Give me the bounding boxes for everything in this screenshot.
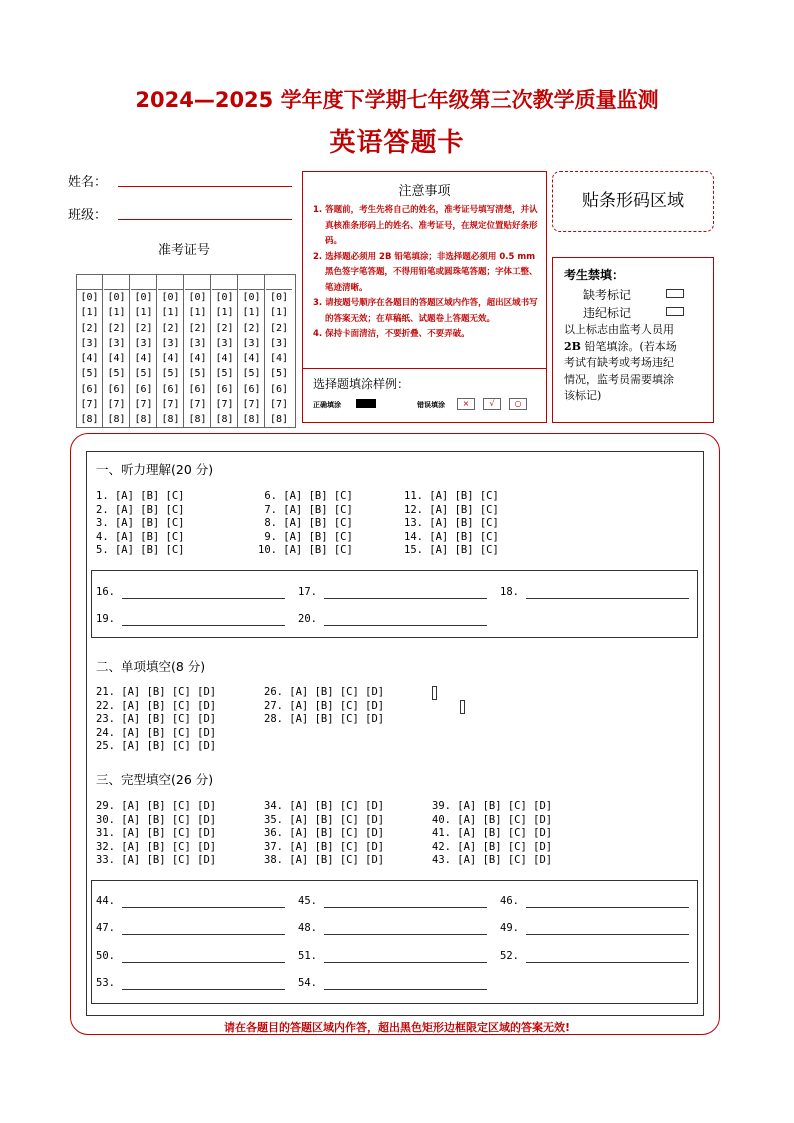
notice-item: 4. 保持卡面清洁，不要折叠、不要弄破。 <box>313 329 470 339</box>
exam-id-bubble[interactable]: [2] <box>107 322 126 334</box>
listening-blanks-box <box>91 570 698 638</box>
blank-number: 50. <box>96 950 115 962</box>
proctor-note-text: 铅笔填涂。(若本场 <box>580 339 677 353</box>
exam-id-bubble[interactable]: [6] <box>215 383 234 395</box>
barcode-area[interactable]: 贴条形码区域 <box>552 171 714 232</box>
exam-id-column[interactable] <box>239 275 265 427</box>
proctor-note-line: 该标记) <box>564 389 602 402</box>
sheet-subtitle: 英语答题卡 <box>329 128 465 158</box>
answer-line[interactable] <box>324 962 487 963</box>
exam-id-bubble[interactable]: [8] <box>269 414 289 426</box>
exam-id-bubble[interactable]: [5] <box>161 368 180 380</box>
exam-id-bubble[interactable]: [5] <box>80 368 99 380</box>
answer-line[interactable] <box>324 907 487 908</box>
exam-id-bubble[interactable]: [7] <box>107 399 126 411</box>
blank-number: 52. <box>500 950 519 962</box>
exam-id-bubble[interactable]: [4] <box>188 353 207 365</box>
answer-line[interactable] <box>324 934 487 935</box>
exam-id-bubble[interactable]: [1] <box>107 307 126 319</box>
proctor-note-2b: 2B <box>564 339 581 353</box>
correct-fill-label: 正确填涂 <box>313 401 341 409</box>
exam-id-bubble[interactable]: [4] <box>80 353 99 365</box>
listening-choices-3[interactable]: 11. [A] [B] [C] 12. [A] [B] [C] 13. [A] [B] [C] 14. [A] [B] [C] 15. [A] [B] [C] <box>404 490 499 556</box>
exam-id-bubble[interactable]: [2] <box>80 322 99 334</box>
exam-id-bubble[interactable]: [1] <box>80 307 99 319</box>
answer-line[interactable] <box>122 934 285 935</box>
answer-line[interactable] <box>324 989 487 990</box>
exam-id-digit-box[interactable] <box>131 275 156 290</box>
exam-id-bubble[interactable]: [3] <box>107 337 126 349</box>
text-cursor-icon <box>460 700 465 714</box>
exam-id-bubble[interactable]: [3] <box>134 337 153 349</box>
proctor-title: 考生禁填： <box>564 268 625 282</box>
exam-id-bubble[interactable]: [0] <box>188 292 207 303</box>
cloze-blanks-box <box>91 880 698 1004</box>
exam-id-bubble[interactable]: [6] <box>269 383 289 395</box>
exam-id-bubble[interactable]: [1] <box>188 307 207 319</box>
cloze-choices-1[interactable]: 29. [A] [B] [C] [D] 30. [A] [B] [C] [D] 31. [A] [B] [C] [D] 32. [A] [B] [C] [D] 33. [A] [B] [C] [D] <box>96 800 217 866</box>
exam-id-bubble[interactable]: [8] <box>188 414 207 426</box>
exam-id-bubble[interactable]: [2] <box>134 322 153 334</box>
proctor-only-box <box>552 257 714 423</box>
exam-id-bubble[interactable]: [4] <box>269 353 289 365</box>
exam-id-bubble[interactable]: [7] <box>161 399 180 411</box>
blank-number: 18. <box>500 586 519 598</box>
exam-id-bubble[interactable]: [5] <box>188 368 207 380</box>
exam-id-column[interactable] <box>104 275 130 427</box>
notice-item: 3. 请按题号顺序在各题目的答题区域内作答，超出区域书写的答案无效；在草稿纸、试题卷上答题无效。 <box>313 298 538 324</box>
exam-id-bubble[interactable]: [5] <box>242 368 261 380</box>
proctor-note-line: 情况，监考员需要填涂 <box>564 372 674 386</box>
exam-id-digit-box[interactable] <box>158 275 183 290</box>
exam-id-column[interactable] <box>212 275 238 427</box>
proctor-note-line: 考试有缺考或考场违纪 <box>564 356 674 369</box>
exam-id-digit-box[interactable] <box>266 275 292 290</box>
exam-id-bubble[interactable]: [2] <box>242 322 261 334</box>
exam-id-bubble[interactable]: [3] <box>161 337 180 349</box>
blank-number: 20. <box>298 613 317 625</box>
exam-id-bubble[interactable]: [0] <box>242 292 261 303</box>
blank-number: 47. <box>96 922 115 934</box>
exam-id-digit-box[interactable] <box>185 275 210 290</box>
wrong-mark-circle: ○ <box>509 398 527 410</box>
exam-id-bubble[interactable]: [1] <box>215 307 234 319</box>
exam-id-digit-box[interactable] <box>104 275 129 290</box>
exam-id-bubble[interactable]: [8] <box>134 414 153 426</box>
listening-choices-1[interactable]: 1. [A] [B] [C] 2. [A] [B] [C] 3. [A] [B] [C] 4. [A] [B] [C] 5. [A] [B] [C] <box>96 490 185 556</box>
answer-line[interactable] <box>122 989 285 990</box>
answer-line[interactable] <box>122 907 285 908</box>
text-cursor-icon <box>432 686 437 700</box>
exam-id-digit-box[interactable] <box>77 275 102 290</box>
exam-id-bubble[interactable]: [2] <box>161 322 180 334</box>
exam-id-bubble[interactable]: [5] <box>269 368 289 380</box>
exam-id-bubble[interactable]: [6] <box>161 383 180 395</box>
exam-id-bubble[interactable]: [4] <box>161 353 180 365</box>
answer-line[interactable] <box>526 598 689 599</box>
blank-number: 45. <box>298 895 317 907</box>
name-label: 姓名： <box>68 175 108 190</box>
wrong-fill-label: 错误填涂 <box>417 401 445 409</box>
exam-id-bubble[interactable]: [8] <box>215 414 234 426</box>
exam-id-column[interactable] <box>158 275 184 427</box>
answer-line[interactable] <box>122 598 285 599</box>
notice-title: 注意事项 <box>398 184 451 199</box>
proctor-note <box>564 322 712 405</box>
violation-label: 违纪标记 <box>583 306 632 320</box>
correct-fill-mark <box>356 399 376 408</box>
single-choice-choices-2[interactable]: 26. [A] [B] [C] [D] 27. [A] [B] [C] [D] 28. [A] [B] [C] [D] <box>264 686 385 725</box>
sheet-title: 2024—2025 学年度下学期七年级第三次教学质量监测 <box>135 88 659 112</box>
exam-id-column[interactable] <box>131 275 157 427</box>
blank-number: 19. <box>96 613 115 625</box>
exam-id-bubble[interactable]: [6] <box>242 383 261 395</box>
exam-id-bubble[interactable]: [3] <box>80 337 99 349</box>
exam-id-bubble[interactable]: [7] <box>134 399 153 411</box>
exam-id-bubble[interactable]: [8] <box>107 414 126 426</box>
exam-id-label: 准考证号 <box>158 243 211 258</box>
blank-number: 44. <box>96 895 115 907</box>
exam-id-bubble[interactable]: [1] <box>161 307 180 319</box>
cloze-choices-2[interactable]: 34. [A] [B] [C] [D] 35. [A] [B] [C] [D] 36. [A] [B] [C] [D] 37. [A] [B] [C] [D] 38. [A] [B] [C] [D] <box>264 800 385 866</box>
exam-id-bubble[interactable]: [0] <box>80 292 99 303</box>
exam-id-bubble[interactable]: [1] <box>242 307 261 319</box>
exam-id-bubble[interactable]: [1] <box>269 307 289 319</box>
answer-line[interactable] <box>526 962 689 963</box>
exam-id-bubble[interactable]: [4] <box>215 353 234 365</box>
blank-number: 54. <box>298 977 317 989</box>
blank-number: 46. <box>500 895 519 907</box>
exam-id-bubble[interactable]: [7] <box>269 399 289 411</box>
exam-id-bubble[interactable]: [3] <box>269 337 289 349</box>
wrong-mark-cross: × <box>457 398 475 410</box>
violation-mark-box[interactable] <box>666 307 684 316</box>
exam-id-bubble[interactable]: [8] <box>242 414 261 426</box>
listening-choices-2[interactable]: 6. [A] [B] [C] 7. [A] [B] [C] 8. [A] [B] [C] 9. [A] [B] [C] 10. [A] [B] [C] <box>258 490 353 556</box>
exam-id-column[interactable] <box>266 275 292 427</box>
single-choice-choices-1[interactable]: 21. [A] [B] [C] [D] 22. [A] [B] [C] [D] 23. [A] [B] [C] [D] 24. [A] [B] [C] [D] 25. [A] [B] [C] [D] <box>96 686 217 752</box>
fill-sample-box <box>302 367 547 423</box>
exam-id-bubble[interactable]: [5] <box>215 368 234 380</box>
exam-id-bubble[interactable]: [3] <box>188 337 207 349</box>
absent-mark-box[interactable] <box>666 289 684 298</box>
notice-item: 1. 答题前，考生先将自己的姓名，准考证号填写清楚，并认真核准条形码上的姓名、准考证号，在规定位置贴好条形码。 <box>313 205 538 246</box>
exam-id-column[interactable] <box>77 275 103 427</box>
name-field[interactable] <box>118 186 292 187</box>
exam-id-bubble[interactable]: [2] <box>215 322 234 334</box>
exam-id-bubble[interactable]: [0] <box>134 292 153 303</box>
blank-number: 53. <box>96 977 115 989</box>
exam-id-bubble[interactable]: [1] <box>134 307 153 319</box>
exam-id-bubble[interactable]: [5] <box>107 368 126 380</box>
answer-line[interactable] <box>324 625 487 626</box>
exam-id-bubble[interactable]: [6] <box>107 383 126 395</box>
exam-id-bubble[interactable]: [2] <box>188 322 207 334</box>
notice-box <box>302 171 547 369</box>
exam-id-bubble[interactable]: [4] <box>107 353 126 365</box>
blank-number: 51. <box>298 950 317 962</box>
exam-id-bubble[interactable]: [4] <box>242 353 261 365</box>
exam-id-bubble[interactable]: [0] <box>107 292 126 303</box>
exam-id-bubble[interactable]: [8] <box>80 414 99 426</box>
notice-item: 2. 选择题必须用 2B 铅笔填涂；非选择题必须用 0.5 mm 黑色签字笔答题，不得用铅笔或圆珠笔答题；字体工整、笔迹清晰。 <box>313 251 538 293</box>
proctor-note-line <box>564 339 712 356</box>
exam-id-bubble[interactable]: [0] <box>161 292 180 303</box>
exam-id-bubble[interactable]: [5] <box>134 368 153 380</box>
section-cloze-title: 三、完型填空(26 分) <box>96 772 214 787</box>
class-label: 班级： <box>68 208 108 223</box>
section-listening-title: 一、听力理解(20 分) <box>96 462 214 477</box>
blank-number: 16. <box>96 586 115 598</box>
answer-line[interactable] <box>122 625 285 626</box>
footer-warning: 请在各题目的答题区域内作答，超出黑色矩形边框限定区域的答案无效! <box>223 1021 570 1034</box>
exam-id-bubble[interactable]: [3] <box>215 337 234 349</box>
exam-id-bubble[interactable]: [6] <box>188 383 207 395</box>
exam-id-bubble[interactable]: [2] <box>269 322 289 334</box>
wrong-mark-check: √ <box>483 398 501 410</box>
answer-line[interactable] <box>526 907 689 908</box>
exam-id-grid[interactable] <box>76 274 296 428</box>
answer-line[interactable] <box>324 598 487 599</box>
absent-label: 缺考标记 <box>583 288 632 302</box>
exam-id-bubble[interactable]: [6] <box>134 383 153 395</box>
blank-number: 49. <box>500 922 519 934</box>
section-single-choice-title: 二、单项填空(8 分) <box>96 659 206 674</box>
exam-id-bubble[interactable]: [7] <box>188 399 207 411</box>
blank-number: 48. <box>298 922 317 934</box>
class-field[interactable] <box>118 219 292 220</box>
proctor-note-line: 以上标志由监考人员用 <box>564 323 674 336</box>
fill-sample-title: 选择题填涂样例： <box>313 377 410 391</box>
exam-id-bubble[interactable]: [6] <box>80 383 99 395</box>
exam-id-bubble[interactable]: [0] <box>215 292 234 303</box>
exam-id-column[interactable] <box>185 275 211 427</box>
exam-id-bubble[interactable]: [3] <box>242 337 261 349</box>
exam-id-bubble[interactable]: [7] <box>242 399 261 411</box>
exam-id-bubble[interactable]: [8] <box>161 414 180 426</box>
cloze-choices-3[interactable]: 39. [A] [B] [C] [D] 40. [A] [B] [C] [D] 41. [A] [B] [C] [D] 42. [A] [B] [C] [D] 43. [A] [B] [C] [D] <box>432 800 553 866</box>
exam-id-bubble[interactable]: [0] <box>269 292 289 303</box>
answer-line[interactable] <box>526 934 689 935</box>
exam-id-digit-box[interactable] <box>239 275 264 290</box>
answer-line[interactable] <box>122 962 285 963</box>
exam-id-bubble[interactable]: [4] <box>134 353 153 365</box>
exam-id-bubble[interactable]: [7] <box>215 399 234 411</box>
blank-number: 17. <box>298 586 317 598</box>
exam-id-bubble[interactable]: [7] <box>80 399 99 411</box>
exam-id-digit-box[interactable] <box>212 275 237 290</box>
